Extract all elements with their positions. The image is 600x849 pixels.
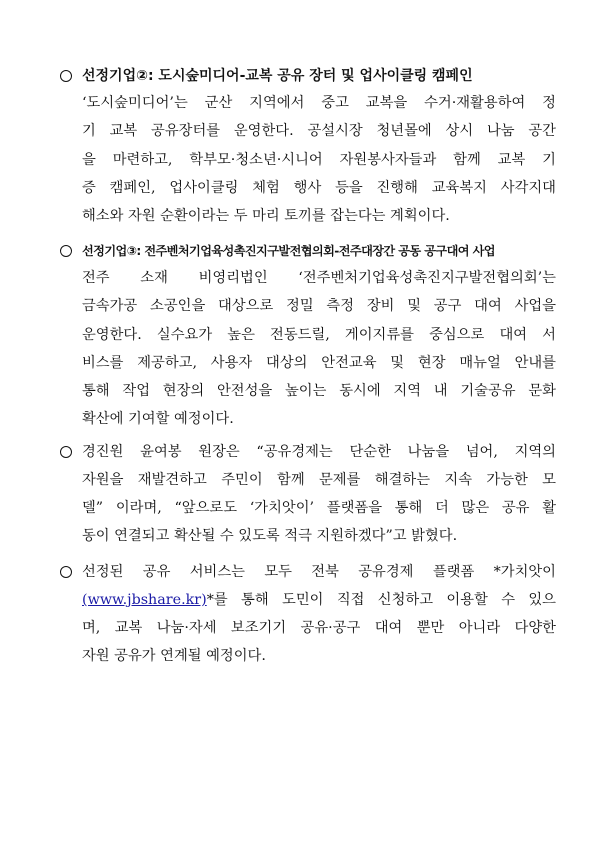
paragraph-line: 선정된 공유 서비스는 모두 전북 공유경제 플랫폼 *가치앗이 [82,564,556,580]
paragraph-text: *를 통해 도민이 직접 신청하고 이용할 수 있으 [206,592,556,608]
paragraph-line-with-link [82,590,556,610]
platform-link[interactable]: (www.jbshare.kr) [82,592,207,608]
circle-bullet-icon [60,566,72,578]
paragraph-line: 기 교복 공유장터를 운영한다. 공설시장 청년몰에 상시 나눔 공간 [82,123,556,139]
paragraph-line: 며, 교복 나눔·자세 보조기기 공유·공구 대여 뿐만 아니라 다양한 [82,620,556,636]
paragraph-line: 자원을 재발견하고 주민이 함께 문제를 해결하는 지속 가능한 모 [82,472,556,488]
paragraph-line: 해소와 자원 순환이라는 두 마리 토끼를 잡는다는 계획이다. [82,208,450,224]
paragraph-line: 운영한다. 실수요가 높은 전동드릴, 게이지류를 중심으로 대여 서 [82,327,556,343]
paragraph-line: 동이 연결되고 확산될 수 있도록 적극 지원하겠다”고 밝혔다. [82,528,458,544]
paragraph-line: 자원 공유가 연계될 예정이다. [82,648,266,664]
paragraph-line: 통해 작업 현장의 안전성을 높이는 동시에 지역 내 기술공유 문화 [82,383,556,399]
paragraph-line: 비스를 제공하고, 사용자 대상의 안전교육 및 현장 매뉴얼 안내를 [82,355,556,371]
paragraph-line: 을 마련하고, 학부모·청소년·시니어 자원봉사자들과 함께 교복 기 [82,152,556,168]
paragraph-line: ‘도시숲미디어’는 군산 지역에서 중고 교복을 수거·재활용하여 정 [82,95,556,111]
circle-bullet-icon [60,446,72,458]
section-heading: 선정기업②: 도시숲미디어-교복 공유 장터 및 업사이클링 캠페인 [82,68,473,84]
circle-bullet-icon [60,245,72,257]
paragraph-line: 델” 이라며, “앞으로도 ‘가치앗이’ 플랫폼을 통해 더 많은 공유 활 [82,500,556,516]
section-heading: 선정기업③: 전주벤처기업육성촉진지구발전협의회-전주대장간 공동 공구대여 사업 [82,244,495,258]
circle-bullet-icon [60,70,72,82]
paragraph-line: 증 캠페인, 업사이클링 체험 행사 등을 진행해 교육복지 사각지대 [82,180,556,196]
paragraph-line: 경진원 윤여봉 원장은 “공유경제는 단순한 나눔을 넘어, 지역의 [82,444,556,460]
paragraph-line: 확산에 기여할 예정이다. [82,411,234,427]
paragraph-line: 금속가공 소공인을 대상으로 정밀 측정 장비 및 공구 대여 사업을 [82,298,556,314]
paragraph-line: 전주 소재 비영리법인 ‘전주벤처기업육성촉진지구발전협의회’는 [82,270,556,286]
